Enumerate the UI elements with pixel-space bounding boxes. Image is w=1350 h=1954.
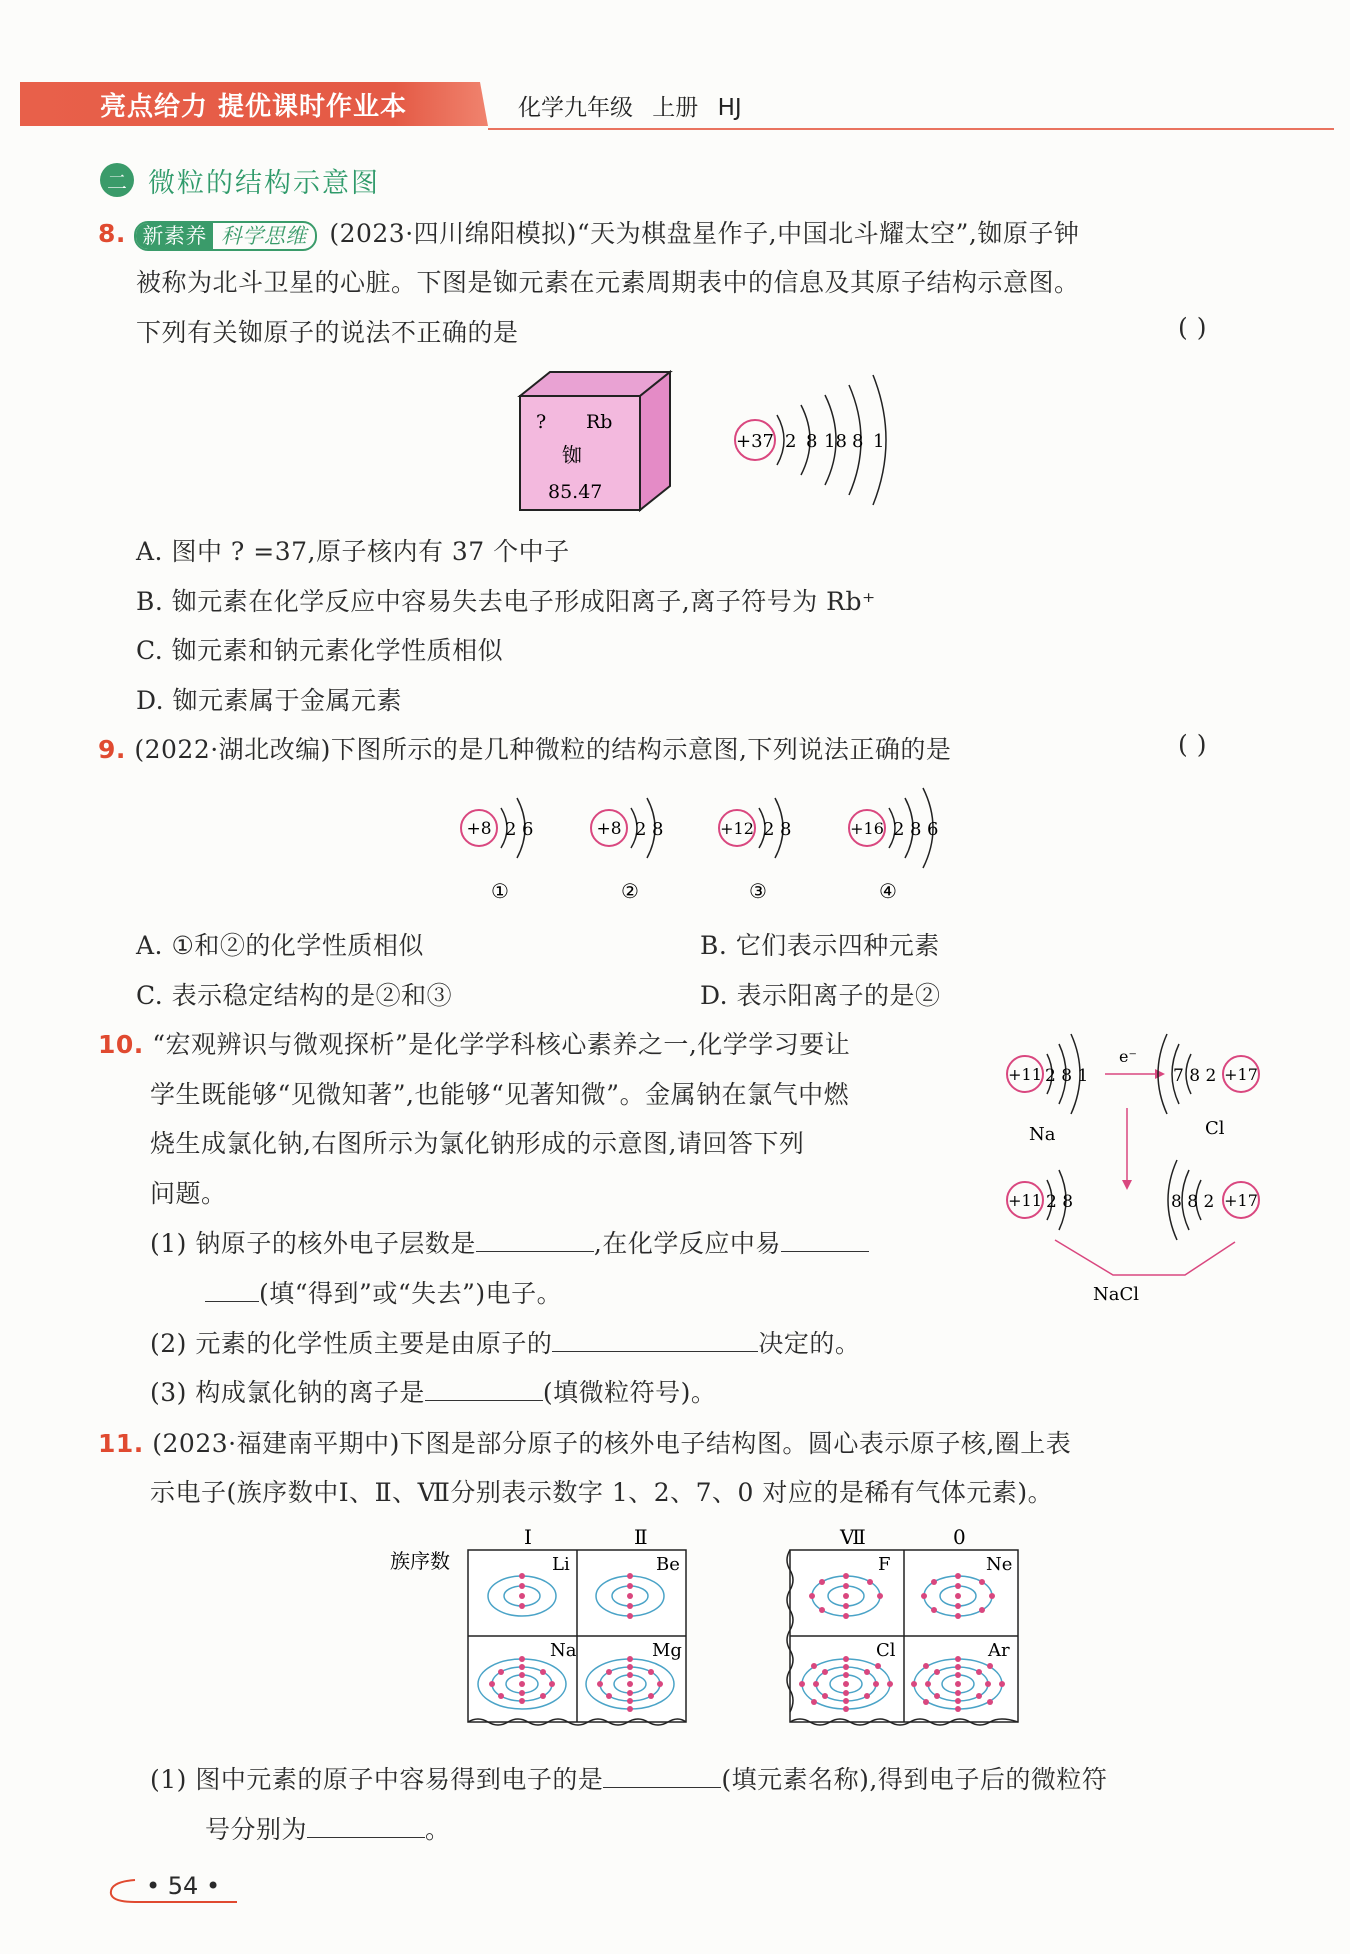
cell-symbol: Rb (586, 411, 613, 433)
q10-line-1 (98, 1025, 850, 1061)
rb-atom-diagram (725, 370, 895, 510)
q8-stem-1: (2023·四川绵阳模拟)“天为棋盘星作子,中国北斗耀太空”,铷原子钟 (329, 219, 1080, 248)
particle-2-nucleus: +8 (596, 819, 622, 839)
q11-sub1-part4: 。 (425, 1815, 451, 1844)
particle-1 (461, 798, 533, 903)
group-0-label: 0 (953, 1525, 966, 1549)
element-be: Be (656, 1554, 680, 1575)
q11-sub1-cont (205, 1810, 451, 1846)
q8-option-b: B. 铷元素在化学反应中容易失去电子形成阳离子,离子符号为 Rb⁺ (136, 587, 876, 616)
group-2-label: Ⅱ (634, 1525, 648, 1549)
na-ion-shells: 2 8 (1046, 1192, 1074, 1212)
q10-sub1-part3: (填“得到”或“失去”)电子。 (259, 1279, 563, 1308)
question-number: 11. (98, 1429, 144, 1458)
q8-line1 (98, 214, 1079, 251)
q9-option-d: D. 表示阳离子的是② (700, 981, 941, 1010)
cell-name: 铷 (562, 443, 582, 467)
q10-sub2 (150, 1324, 860, 1360)
rb-shell-4: 8 (852, 431, 864, 452)
q11-text-1: (2023·福建南平期中)下图是部分原子的核外电子结构图。圆心表示原子核,圈上表 (152, 1429, 1072, 1458)
particle-4-shell-2: 8 (910, 819, 922, 840)
header-title: 亮点给力 提优课时作业本 (100, 92, 408, 122)
header-rule (488, 128, 1334, 130)
cl-label: Cl (1205, 1118, 1225, 1139)
header-subtitle: 化学九年级 上册 HJ (518, 95, 742, 121)
section-heading (100, 160, 380, 200)
na-ion-nucleus: +11 (1008, 1191, 1042, 1210)
element-f: F (878, 1554, 891, 1575)
particle-1-label: ① (491, 879, 509, 903)
q10-sub1 (150, 1224, 869, 1260)
cell-atomic-number: ? (536, 411, 547, 433)
cl-ion-shells: 8 8 2 (1171, 1192, 1215, 1212)
particle-2-shell-2: 8 (652, 819, 664, 840)
particle-2-label: ② (621, 879, 639, 903)
particle-1-shell-2: 6 (522, 819, 534, 840)
question-number: 9. (98, 735, 126, 764)
answer-blank[interactable] (781, 1229, 869, 1252)
q11-sub1 (150, 1760, 1107, 1796)
q9-stem (98, 730, 951, 766)
tag-primary: 新素养 (136, 223, 213, 249)
rb-nucleus: +37 (736, 431, 774, 452)
q9-option-c: C. 表示稳定结构的是②和③ (136, 981, 453, 1010)
particle-1-nucleus: +8 (466, 819, 492, 839)
particle-3-shell-1: 2 (763, 819, 775, 840)
tag-secondary: 科学思维 (220, 223, 307, 248)
q10-sub3-part2: (填微粒符号)。 (542, 1378, 717, 1407)
competency-tag (134, 221, 317, 251)
particle-2 (591, 798, 663, 903)
particle-diagrams (455, 780, 955, 910)
nacl-formation-diagram (995, 1030, 1275, 1310)
element-cl: Cl (876, 1640, 896, 1661)
particle-4-shell-3: 6 (927, 819, 939, 840)
particle-3-nucleus: +12 (720, 819, 754, 838)
cl-shells: 7 8 2 (1173, 1066, 1217, 1086)
answer-blank[interactable] (307, 1815, 425, 1838)
element-ar: Ar (988, 1640, 1010, 1661)
particle-3-shell-2: 8 (780, 819, 792, 840)
answer-blank[interactable] (425, 1378, 543, 1401)
electron-label: e⁻ (1119, 1047, 1137, 1066)
q10-sub3-part1: (3) 构成氯化钠的离子是 (150, 1378, 425, 1407)
answer-blank[interactable] (205, 1279, 259, 1302)
cl-nucleus: +17 (1224, 1065, 1258, 1084)
answer-blank[interactable] (603, 1765, 721, 1788)
q10-sub1-part1: (1) 钠原子的核外电子层数是 (150, 1229, 476, 1258)
particle-3 (719, 798, 791, 903)
question-number: 8. (98, 219, 126, 248)
page-header (0, 0, 1350, 140)
rb-shell-1: 2 (785, 431, 797, 452)
q10-line-4: 问题。 (150, 1179, 227, 1208)
q10-line-3: 烧生成氯化钠,右图所示为氯化钠形成的示意图,请回答下列 (150, 1129, 805, 1158)
particle-3-label: ③ (749, 879, 767, 903)
q11-sub1-part3: 号分别为 (205, 1815, 308, 1844)
q8-option-a: A. 图中 ? =37,原子核内有 37 个中子 (136, 537, 570, 566)
na-label: Na (1029, 1124, 1056, 1145)
q10-sub1-part2: ,在化学反应中易 (593, 1229, 781, 1258)
electron-structure-table (390, 1520, 1030, 1740)
q9-option-a: A. ①和②的化学性质相似 (136, 931, 424, 960)
answer-blank[interactable] (552, 1329, 758, 1352)
rb-shell-2: 8 (806, 431, 818, 452)
rb-shell-5: 1 (873, 431, 885, 452)
periodic-table-cell (510, 366, 680, 516)
cl-ion-nucleus: +17 (1224, 1191, 1258, 1210)
element-li: Li (552, 1554, 570, 1575)
q10-sub2-part2: 决定的。 (758, 1329, 861, 1358)
na-shells: 2 8 1 (1045, 1066, 1089, 1086)
group-7-label: Ⅶ (840, 1525, 866, 1549)
particle-4-nucleus: +16 (850, 819, 884, 838)
q9-text: (2022·湖北改编)下图所示的是几种微粒的结构示意图,下列说法正确的是 (134, 735, 952, 764)
answer-blank[interactable] (476, 1229, 594, 1252)
q11-sub1-part2: (填元素名称),得到电子后的微粒符 (721, 1765, 1108, 1794)
group-1-label: Ⅰ (524, 1525, 532, 1549)
q10-line-2: 学生既能够“见微知著”,也能够“见著知微”。金属钠在氯气中燃 (150, 1080, 850, 1109)
particle-4 (849, 788, 938, 903)
q10-sub3 (150, 1373, 716, 1409)
particle-4-shell-1: 2 (893, 819, 905, 840)
q8-stem-3: 下列有关铷原子的说法不正确的是 (136, 318, 519, 347)
page-number: • 54 • (146, 1872, 221, 1900)
rb-shell-3: 18 (824, 431, 847, 452)
q9-option-b: B. 它们表示四种元素 (700, 931, 940, 960)
element-na: Na (550, 1640, 577, 1661)
particle-2-shell-1: 2 (635, 819, 647, 840)
q8-stem-2: 被称为北斗卫星的心脏。下图是铷元素在元素周期表中的信息及其原子结构示意图。 (136, 268, 1080, 297)
particle-4-label: ④ (879, 879, 897, 903)
section-badge: 二 (100, 163, 134, 197)
answer-paren: ( ) (1178, 730, 1207, 759)
group-label: 族序数 (390, 1549, 450, 1573)
q10-sub1-cont (205, 1274, 562, 1310)
answer-paren: ( ) (1178, 313, 1207, 342)
cell-mass: 85.47 (548, 481, 603, 503)
element-ne: Ne (986, 1554, 1013, 1575)
element-mg: Mg (652, 1640, 682, 1661)
particle-1-shell-1: 2 (505, 819, 517, 840)
section-title: 微粒的结构示意图 (148, 167, 380, 199)
question-number: 10. (98, 1030, 144, 1059)
q10-text-1: “宏观辨识与微观探析”是化学学科核心素养之一,化学学习要让 (152, 1030, 851, 1059)
q11-sub1-part1: (1) 图中元素的原子中容易得到电子的是 (150, 1765, 604, 1794)
q11-line-2: 示电子(族序数中Ⅰ、Ⅱ、Ⅶ分别表示数字 1、2、7、0 对应的是稀有气体元素)。 (150, 1478, 1054, 1507)
q8-option-c: C. 铷元素和钠元素化学性质相似 (136, 636, 504, 665)
q8-option-d: D. 铷元素属于金属元素 (136, 686, 403, 715)
na-nucleus: +11 (1008, 1065, 1042, 1084)
product-label: NaCl (1093, 1284, 1140, 1305)
q10-sub2-part1: (2) 元素的化学性质主要是由原子的 (150, 1329, 553, 1358)
q11-line-1 (98, 1424, 1071, 1460)
